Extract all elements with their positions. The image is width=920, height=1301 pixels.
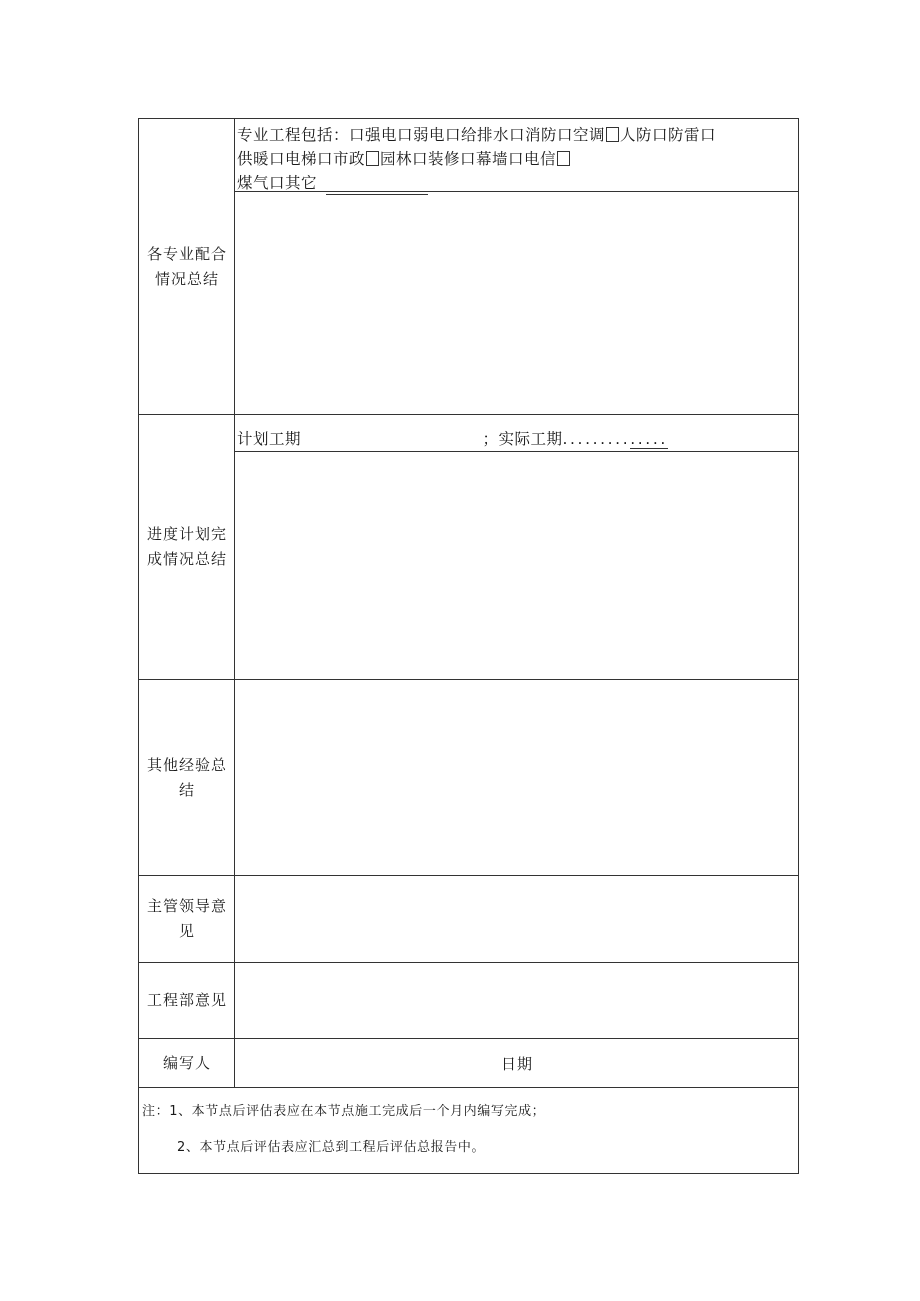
disciplines-line-2 bbox=[237, 147, 571, 171]
schedule-summary-content-area[interactable] bbox=[235, 452, 799, 679]
leader-opinion-label-line2: 见 bbox=[178, 922, 195, 940]
note-line-1: 注：1、本节点后评估表应在本节点施工完成后一个月内编写完成； bbox=[142, 1104, 546, 1119]
row-divider bbox=[139, 1087, 799, 1088]
checkbox-icon[interactable] bbox=[557, 151, 570, 166]
disciplines-text-3: 煤气口其它 bbox=[237, 174, 318, 192]
row-divider bbox=[139, 414, 799, 415]
engineering-dept-opinion-label bbox=[139, 963, 235, 1038]
other-experience-label-line1: 其他经验总 bbox=[146, 755, 227, 774]
planned-period-field[interactable] bbox=[310, 433, 482, 452]
leader-opinion-content-area[interactable] bbox=[235, 876, 799, 962]
other-experience-content-area[interactable] bbox=[235, 680, 799, 875]
disciplines-line-1 bbox=[237, 123, 716, 147]
other-experience-label bbox=[139, 680, 235, 875]
other-experience-label-line2: 结 bbox=[178, 780, 195, 799]
schedule-summary-label bbox=[139, 415, 235, 679]
schedule-line bbox=[237, 427, 668, 452]
date-label: 日期 bbox=[500, 1054, 533, 1073]
author-label bbox=[139, 1039, 235, 1087]
leader-opinion-label-line1: 主管领导意 bbox=[146, 897, 227, 915]
disciplines-text-1a: 专业工程包括：口强电口弱电口给排水口消防口空调 bbox=[237, 126, 606, 144]
date-cell[interactable] bbox=[235, 1039, 799, 1087]
professional-summary-label-line1: 各专业配合 bbox=[146, 244, 227, 263]
checkbox-icon[interactable] bbox=[366, 151, 379, 166]
planned-period-label: 计划工期 bbox=[237, 430, 302, 448]
engineering-dept-opinion-label-text: 工程部意见 bbox=[146, 991, 227, 1009]
schedule-summary-label-line1: 进度计划完 bbox=[146, 525, 227, 543]
author-label-text: 编写人 bbox=[162, 1053, 211, 1072]
disciplines-text-2a: 供暖口电梯口市政 bbox=[237, 150, 366, 168]
leader-opinion-label bbox=[139, 876, 235, 962]
professional-summary-content-area[interactable] bbox=[235, 192, 799, 414]
professional-summary-label bbox=[139, 119, 235, 414]
disciplines-text-2b: 园林口装修口幕墙口电信 bbox=[380, 150, 557, 168]
evaluation-form bbox=[138, 118, 799, 1174]
actual-period-dots-underlined[interactable]: ..... bbox=[630, 430, 668, 448]
disciplines-text-1b: 人防口防雷口 bbox=[620, 126, 717, 144]
schedule-summary-label-line2: 成情况总结 bbox=[146, 550, 227, 568]
note-line-2: 2、本节点后评估表应汇总到工程后评估总报告中。 bbox=[177, 1140, 486, 1155]
engineering-dept-opinion-content-area[interactable] bbox=[235, 963, 799, 1038]
schedule-separator: ； bbox=[482, 430, 499, 448]
actual-period-dots[interactable]: ......... bbox=[562, 430, 631, 448]
professional-summary-label-line2: 情况总结 bbox=[154, 269, 219, 288]
checkbox-icon[interactable] bbox=[606, 127, 619, 142]
actual-period-label: 实际工期 bbox=[498, 430, 563, 448]
